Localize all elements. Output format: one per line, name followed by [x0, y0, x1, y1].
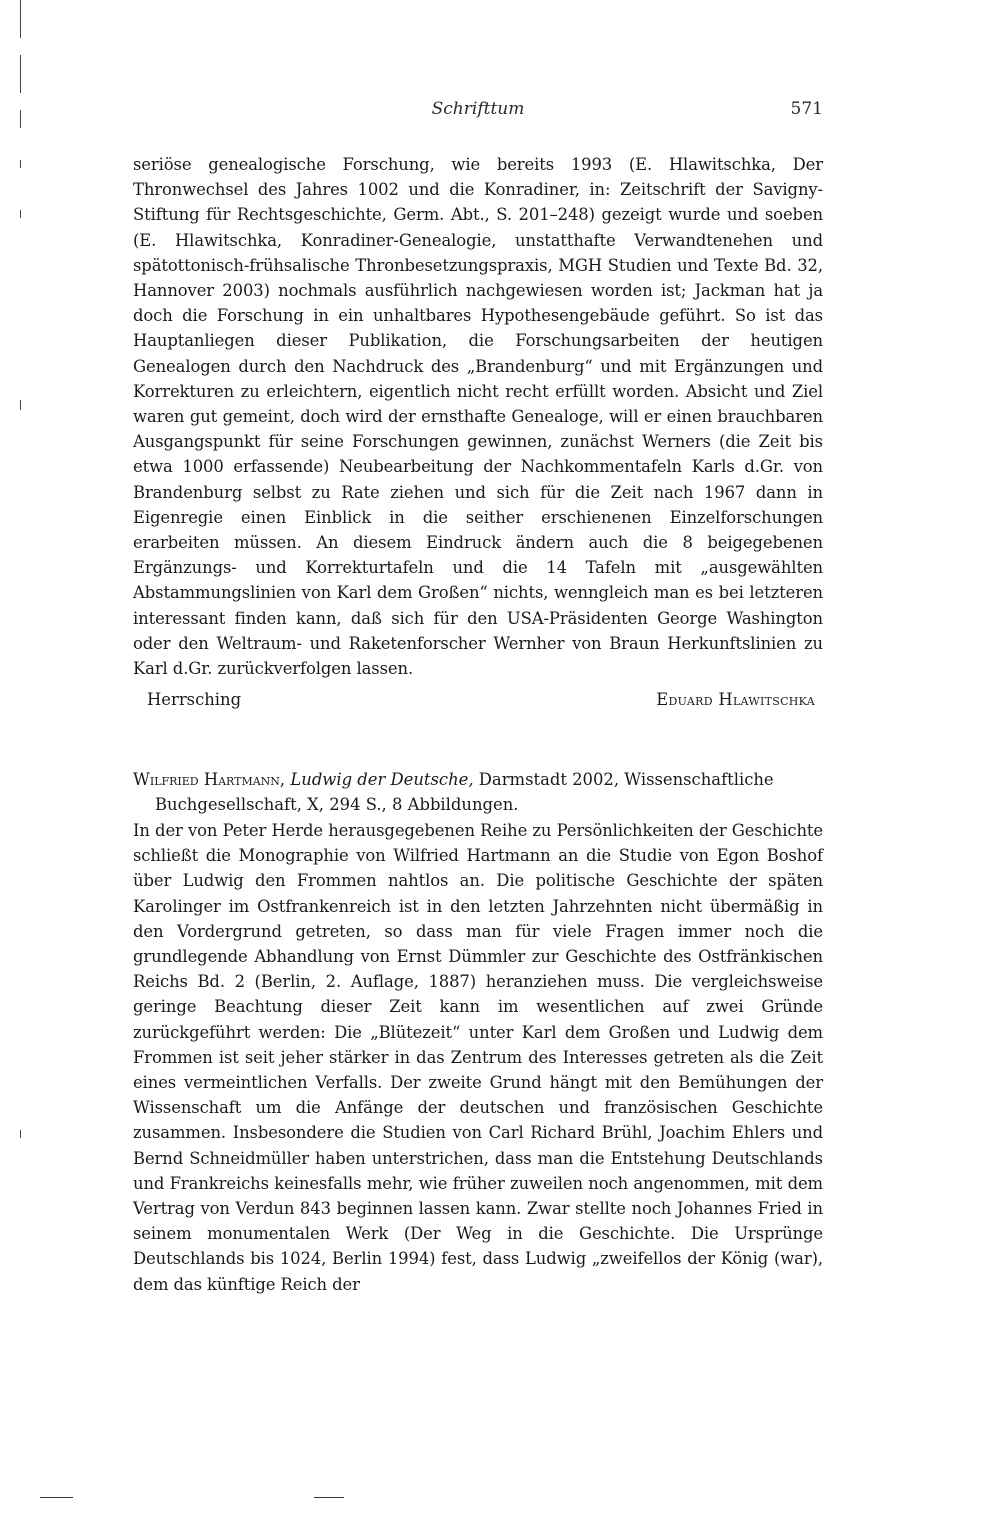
margin-scan-mark: [20, 160, 21, 168]
review-2-body: In der von Peter Herde herausgegebenen Reihe zu Persönlichkeiten der Geschichte schließt die Monographie von Wilfried Hartmann an die Studie von Egon Boshof über Ludwig den Frommen nahtlos an. Die politische Geschichte der späten Karolinger im Ostfrankenreich ist in den letzten Jahrzehnten nicht übermäßig in den Vordergrund getreten, so dass man für viele Fragen immer noch die grundlegende Abhandlung von Ernst Dümmler zur Geschichte des Ostfränkischen Reichs Bd. 2 (Berlin, 2. Auflage, 1887) heranziehen muss. Die vergleichsweise geringe Beachtung dieser Zeit kann im wesentlichen auf zwei Gründe zurückgeführt werden: Die „Blütezeit“ unter Karl dem Großen und Ludwig dem Frommen ist seit jeher stärker in das Zentrum des Interesses getreten als die Zeit eines vermeintlichen Verfalls. Der zweite Grund hängt mit den Bemühungen der Wissenschaft um die Anfänge der deutschen und französischen Geschichte zusammen. Insbesondere die Studien von Carl Richard Brühl, Joachim Ehlers und Bernd Schneidmüller haben unterstrichen, dass man die Entstehung Deutschlands und Frankreichs keinesfalls mehr, wie früher zuweilen noch angenommen, mit dem Vertrag von Verdun 843 beginnen lassen kann. Zwar stellte noch Johannes Fried in seinem monumentalen Werk (Der Weg in die Geschichte. Die Ursprünge Deutschlands bis 1024, Berlin 1994) fest, dass Ludwig „zweifellos der König (war), dem das künftige Reich der: [133, 821, 823, 1294]
margin-scan-mark: [20, 400, 21, 410]
review-1-signature: [133, 690, 823, 716]
citation-title: Ludwig der Deutsche,: [290, 770, 474, 789]
reviewer-place: Herrsching: [147, 690, 242, 709]
footer-rule: [314, 1497, 344, 1498]
margin-scan-mark: [20, 55, 21, 93]
footer-rule: [40, 1497, 73, 1498]
running-head: Schrifttum: [431, 99, 525, 119]
margin-scan-mark: [20, 210, 21, 218]
review-1-body: seriöse genealogische Forschung, wie bereits 1993 (E. Hlawitschka, Der Thronwechsel des Jahres 1002 und die Konradiner, in: Zeitschrift der Savigny-Stiftung für Rechtsgeschichte, Germ. Abt., S. 201–248) gezeigt wurde und soeben (E. Hlawitschka, Konradiner-Genealogie, unstatthafte Verwandtenehen und spätottonisch-frühsalische Thronbesetzungspraxis, MGH Studien und Texte Bd. 32, Hannover 2003) nochmals ausführlich nachgewiesen worden ist; Jackman hat ja doch die Forschung in ein unhaltbares Hypothesengebäude geführt. So ist das Hauptanliegen dieser Publikation, die Forschungsarbeiten der heutigen Genealogen durch den Nachdruck des „Brandenburg“ und mit Ergänzungen und Korrekturen zu erleichtern, eigentlich nicht recht erfüllt worden. Absicht und Ziel waren gut gemeint, doch wird der ernsthafte Genealoge, will er einen brauchbaren Ausgangspunkt für seine Forschungen gewinnen, zunächst Werners (die Zeit bis etwa 1000 erfassende) Neubearbeitung der Nachkommentafeln Karls d.Gr. von Brandenburg selbst zu Rate ziehen und sich für die Zeit nach 1967 dann in Eigenregie einen Einblick in die seither erschienenen Einzelforschungen erarbeiten müssen. An diesem Eindruck ändern auch die 8 beigegebenen Ergänzungs- und Korrekturtafeln und die 14 Tafeln mit „ausgewählten Abstammungslinien von Karl dem Großen“ nichts, wenngleich man es bei letzteren interessant finden kann, daß sich für den USA-Präsidenten George Washington oder den Weltraum- und Raketenforscher Wernher von Braun Herkunftslinien zu Karl d.Gr. zurückverfolgen lassen.: [133, 155, 823, 679]
citation-author: Wilfried Hartmann,: [133, 770, 286, 789]
citation-details: Darmstadt 2002, Wissenschaftliche Buchgesellschaft, X, 294 S., 8 Abbildungen.: [155, 770, 774, 815]
page-number: 571: [790, 99, 823, 119]
review-2-citation: [133, 767, 823, 817]
reviewer-name: Eduard Hlawitschka: [656, 690, 815, 709]
margin-scan-mark: [20, 1130, 21, 1138]
page-header: [133, 99, 823, 125]
margin-scan-mark: [20, 0, 21, 38]
margin-scan-mark: [20, 110, 21, 128]
